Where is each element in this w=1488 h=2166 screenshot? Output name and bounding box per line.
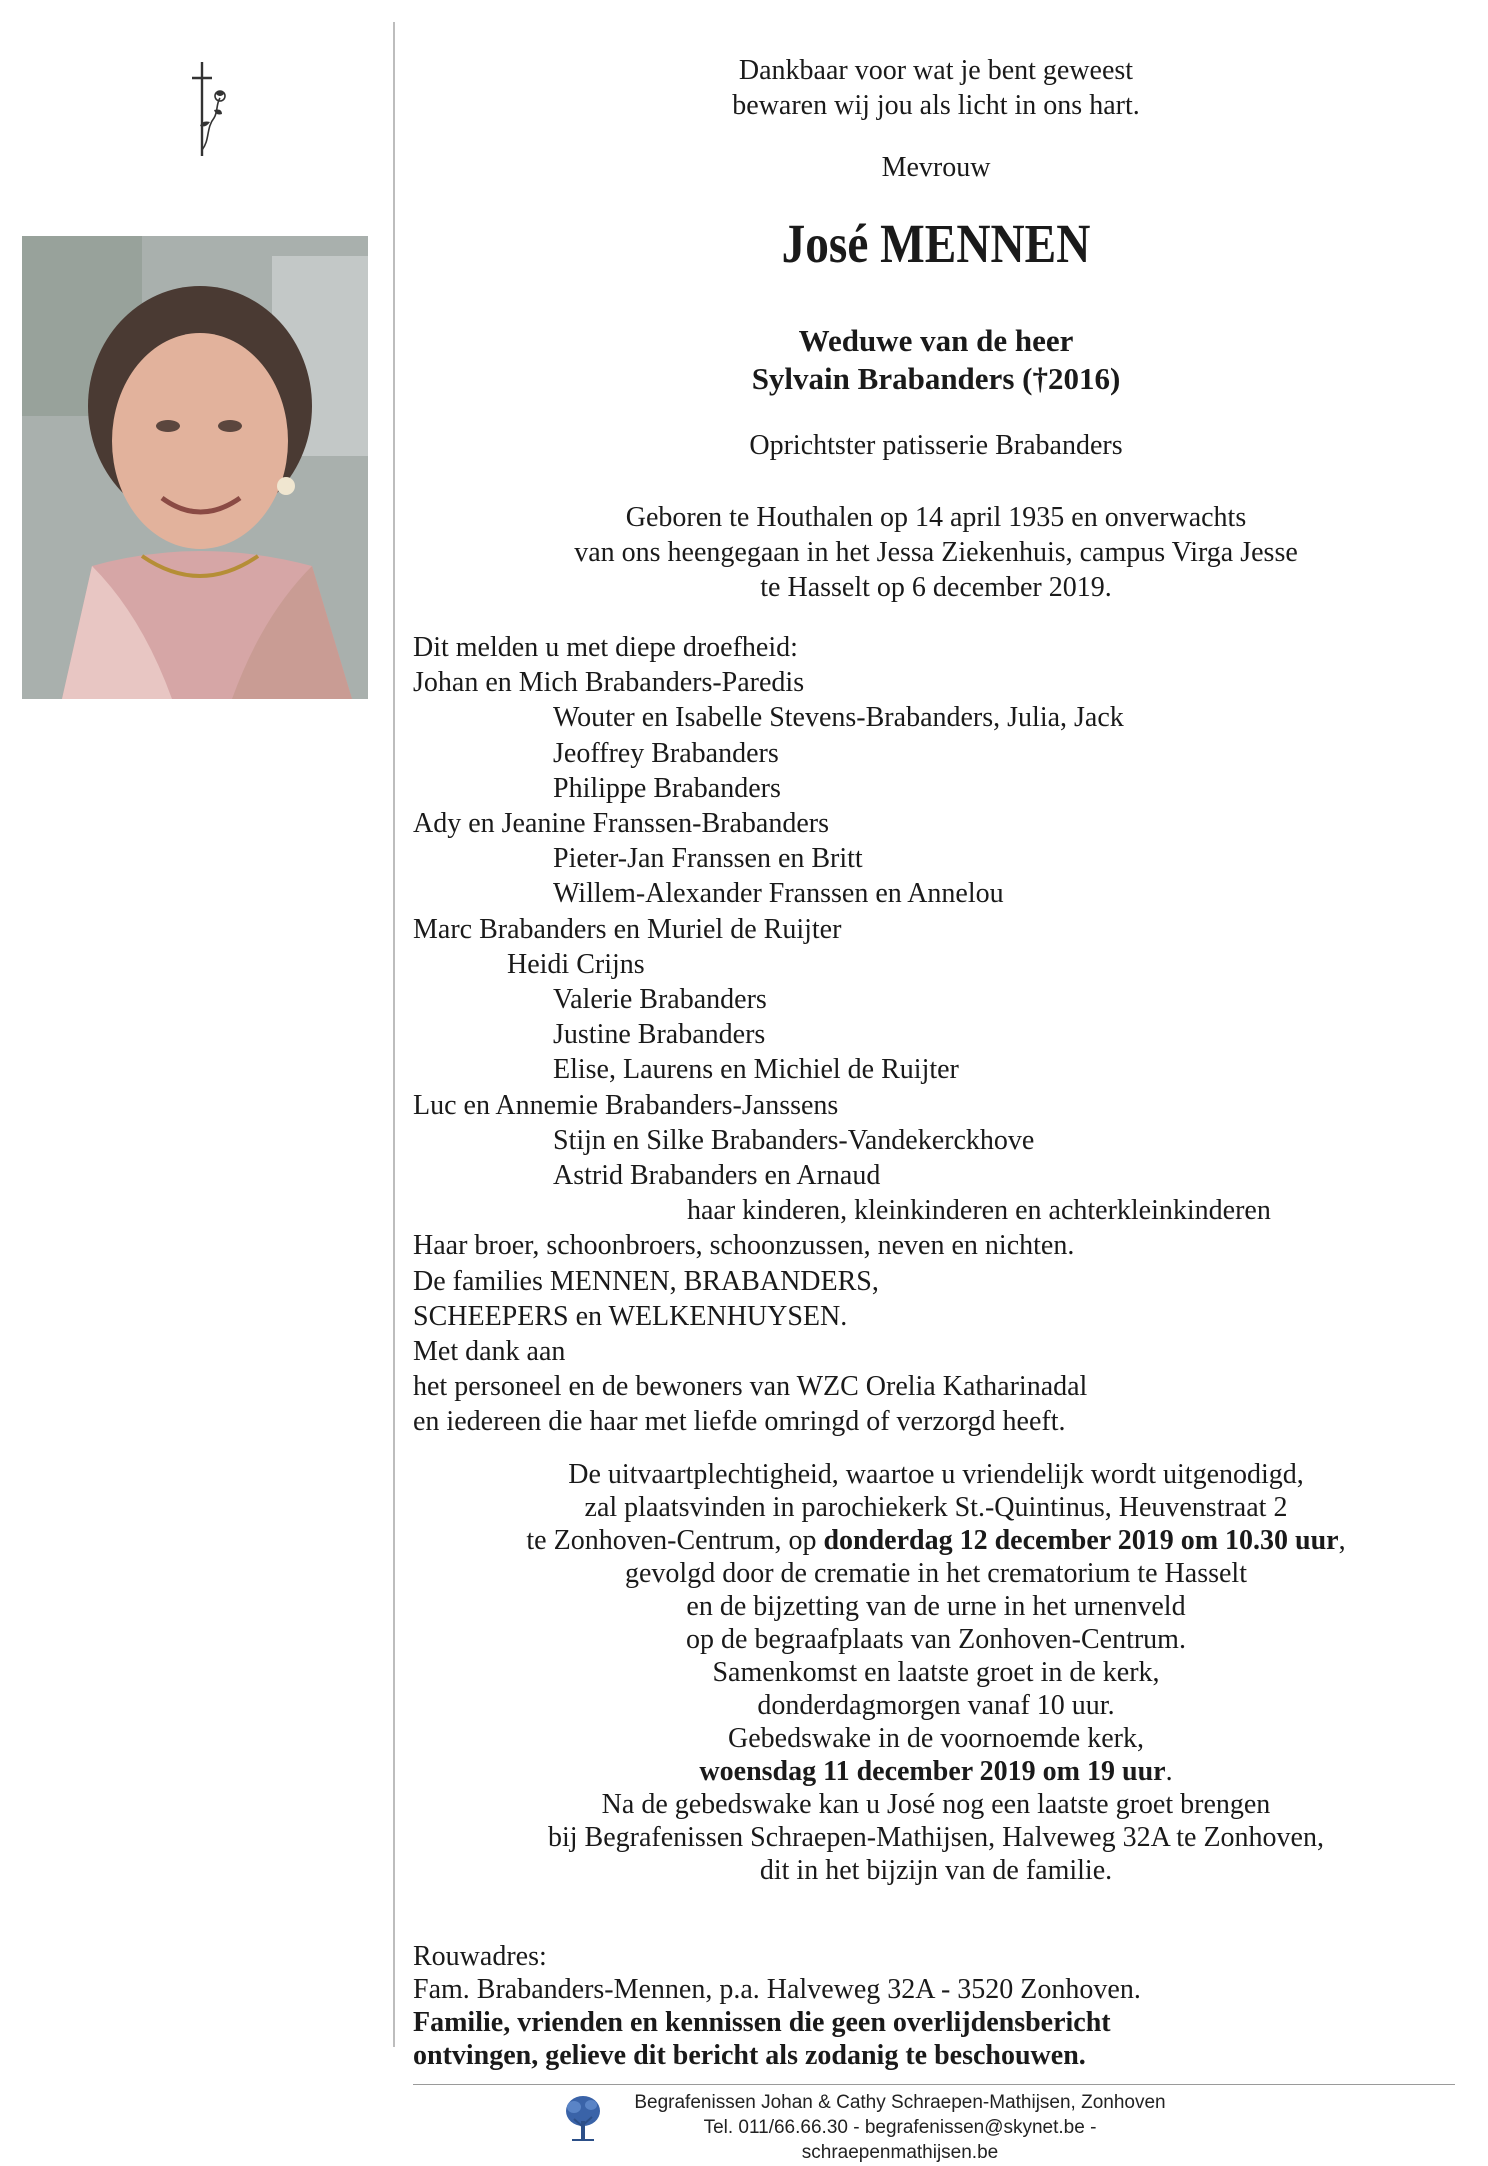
birth-death-info bbox=[410, 500, 1462, 605]
widow-of bbox=[410, 322, 1462, 398]
family-line: Haar broer, schoonbroers, schoonzussen, neven en nichten. bbox=[413, 1230, 1075, 1262]
vigil-date: woensdag 11 december 2019 om 19 uur bbox=[699, 1756, 1166, 1787]
family-line: De families MENNEN, BRABANDERS, bbox=[413, 1265, 879, 1297]
address-line: Fam. Brabanders-Mennen, p.a. Halveweg 32A - 3520 Zonhoven. bbox=[413, 1974, 1141, 2005]
memorial-quote bbox=[410, 53, 1462, 123]
ceremony-line: Samenkomst en laatste groet in de kerk, bbox=[712, 1657, 1160, 1688]
family-line: Johan en Mich Brabanders-Paredis bbox=[413, 667, 805, 699]
born-line: van ons heengegaan in het Jessa Ziekenhuis, campus Virga Jesse bbox=[574, 537, 1298, 568]
ceremony-line: en de bijzetting van de urne in het urnenveld bbox=[686, 1591, 1186, 1622]
founder-line bbox=[410, 428, 1462, 463]
footer-line-1: Begrafenissen Johan & Cathy Schraepen-Mathijsen, Zonhoven bbox=[634, 2092, 1166, 2113]
ceremony-text: te Zonhoven-Centrum, op bbox=[526, 1525, 824, 1556]
born-line: Geboren te Houthalen op 14 april 1935 en onverwachts bbox=[625, 502, 1247, 533]
born-line: te Hasselt op 6 december 2019. bbox=[760, 572, 1112, 603]
quote-line: Dankbaar voor wat je bent geweest bbox=[738, 55, 1134, 86]
salutation bbox=[410, 150, 1462, 185]
family-list bbox=[413, 630, 1465, 1440]
family-line: SCHEEPERS en WELKENHUYSEN. bbox=[413, 1300, 848, 1332]
ceremony-line bbox=[410, 1524, 1462, 1557]
widow-line: Sylvain Brabanders (†2016) bbox=[751, 361, 1121, 396]
notice-line bbox=[413, 2039, 1465, 2072]
quote-line: bewaren wij jou als licht in ons hart. bbox=[732, 90, 1140, 121]
ceremony-line: De uitvaartplechtigheid, waartoe u vriendelijk wordt uitgenodigd, bbox=[568, 1459, 1304, 1490]
family-line: Pieter-Jan Franssen en Britt bbox=[553, 843, 863, 875]
family-line: het personeel en de bewoners van WZC Orelia Katharinadal bbox=[413, 1371, 1088, 1403]
ceremony-line: dit in het bijzijn van de familie. bbox=[759, 1855, 1113, 1886]
salutation-text: Mevrouw bbox=[881, 152, 991, 183]
family-line: Ady en Jeanine Franssen-Brabanders bbox=[413, 808, 829, 840]
footer-divider bbox=[413, 2084, 1455, 2085]
funeral-details bbox=[410, 1458, 1462, 1887]
family-line: Philippe Brabanders bbox=[553, 772, 781, 804]
founder-text: Oprichtster patisserie Brabanders bbox=[749, 430, 1123, 461]
ceremony-line: op de begraafplaats van Zonhoven-Centrum. bbox=[686, 1624, 1186, 1655]
ceremony-text: , bbox=[1338, 1525, 1346, 1556]
family-line: haar kinderen, kleinkinderen en achterkleinkinderen bbox=[687, 1195, 1271, 1227]
family-line: Heidi Crijns bbox=[507, 948, 645, 980]
ceremony-line: Na de gebedswake kan u José nog een laatste groet brengen bbox=[601, 1789, 1271, 1820]
family-line: Marc Brabanders en Muriel de Ruijter bbox=[413, 913, 842, 945]
family-line: en iedereen die haar met liefde omringd of verzorgd heeft. bbox=[413, 1406, 1066, 1438]
notice-text: Familie, vrienden en kennissen die geen overlijdensbericht bbox=[413, 2007, 1111, 2038]
ceremony-date: donderdag 12 december 2019 om 10.30 uur bbox=[823, 1525, 1339, 1556]
ceremony-line: bij Begrafenissen Schraepen-Mathijsen, Halveweg 32A te Zonhoven, bbox=[547, 1822, 1324, 1853]
family-line: Stijn en Silke Brabanders-Vandekerckhove bbox=[553, 1124, 1035, 1156]
deceased-name: José MENNEN bbox=[781, 213, 1091, 274]
ceremony-line bbox=[410, 1755, 1462, 1788]
family-line: Elise, Laurens en Michiel de Ruijter bbox=[553, 1054, 959, 1086]
family-line: Luc en Annemie Brabanders-Janssens bbox=[413, 1089, 839, 1121]
portrait-photo bbox=[22, 236, 368, 699]
family-line: Met dank aan bbox=[413, 1336, 566, 1368]
ceremony-line: Gebedswake in de voornoemde kerk, bbox=[728, 1723, 1144, 1754]
cross-with-rose-icon bbox=[180, 60, 230, 160]
mourning-address bbox=[413, 1940, 1465, 2072]
ceremony-text: . bbox=[1165, 1756, 1173, 1787]
family-line: Willem-Alexander Franssen en Annelou bbox=[553, 878, 1004, 910]
family-line: Valerie Brabanders bbox=[553, 984, 767, 1016]
vertical-divider bbox=[393, 22, 395, 2047]
ceremony-line: donderdagmorgen vanaf 10 uur. bbox=[757, 1690, 1115, 1721]
widow-line: Weduwe van de heer bbox=[798, 323, 1074, 358]
family-line: Wouter en Isabelle Stevens-Brabanders, Julia, Jack bbox=[553, 702, 1124, 734]
address-label: Rouwadres: bbox=[413, 1941, 547, 1972]
funeral-home-footer bbox=[620, 2090, 1180, 2165]
family-line: Astrid Brabanders en Arnaud bbox=[553, 1160, 881, 1192]
notice-text: ontvingen, gelieve dit bericht als zodanig te beschouwen. bbox=[413, 2040, 1086, 2071]
tree-logo-icon bbox=[562, 2093, 604, 2143]
family-line: Justine Brabanders bbox=[553, 1019, 766, 1051]
ceremony-line: gevolgd door de crematie in het crematorium te Hasselt bbox=[624, 1558, 1247, 1589]
family-line: Dit melden u met diepe droefheid: bbox=[413, 632, 798, 663]
family-line: Jeoffrey Brabanders bbox=[553, 737, 779, 769]
footer-line-2: Tel. 011/66.66.30 - begrafenissen@skynet.be - schraepenmathijsen.be bbox=[703, 2117, 1097, 2163]
ceremony-line: zal plaatsvinden in parochiekerk St.-Quintinus, Heuvenstraat 2 bbox=[584, 1492, 1288, 1523]
notice-line bbox=[413, 2006, 1465, 2039]
